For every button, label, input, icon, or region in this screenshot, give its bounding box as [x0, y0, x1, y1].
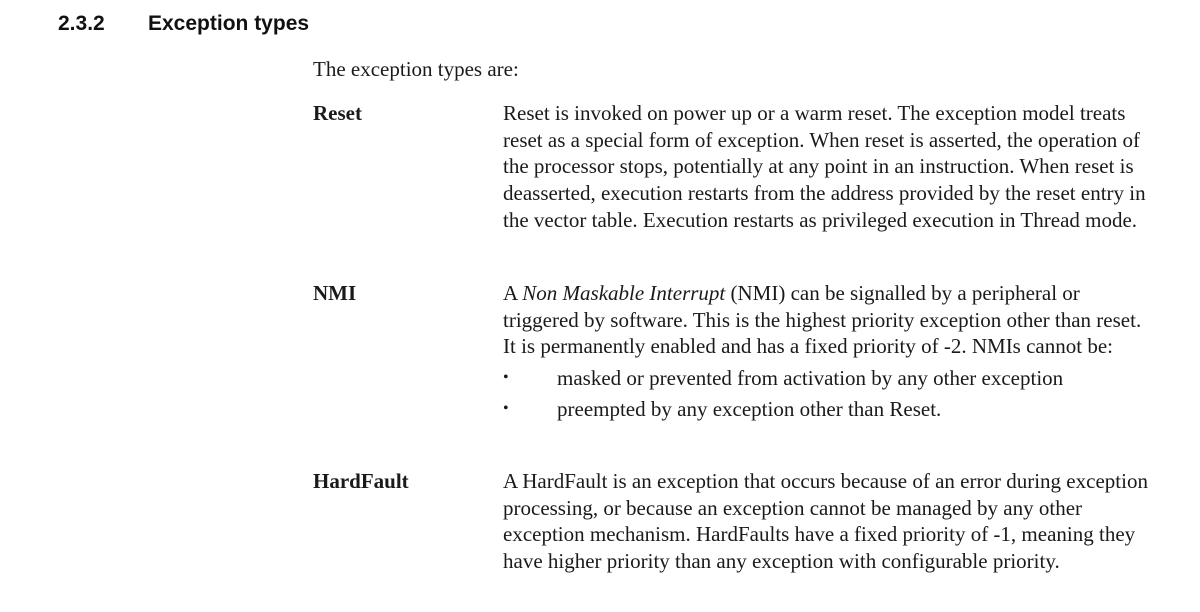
section-body — [313, 56, 1173, 574]
desc-reset — [503, 100, 1158, 234]
section-title: Exception types — [148, 12, 310, 35]
desc-reset-text: Reset is invoked on power up or a warm reset. The exception model treats reset as a special form of exception. When reset is asserted, the operation of the processor stops, potentially at any point in an instruction. When reset is deasserted, execution restarts from the address provided by the reset entry in the vector table. Execution restarts as privileged execution in Thread mode. — [503, 101, 1146, 232]
bullet-text: preempted by any exception other than Reset. — [557, 396, 942, 421]
list-item — [503, 365, 1158, 392]
entry-hardfault — [313, 468, 1158, 575]
bullet-text: masked or prevented from activation by any other exception — [557, 366, 1064, 391]
section-number: 2.3.2 — [58, 12, 105, 35]
section-heading — [58, 9, 309, 39]
desc-nmi-post: (NMI) can be signalled by a peripheral or triggered by software. This is the highest priority exception other than reset. It is permanently enabled and has a fixed priority of -2. NMIs cannot be: — [503, 281, 1142, 359]
desc-nmi — [503, 280, 1158, 427]
desc-nmi-pre: A — [503, 281, 523, 305]
bullet-icon: • — [503, 399, 509, 417]
desc-hardfault — [503, 468, 1158, 575]
term-hardfault: HardFault — [313, 469, 409, 493]
term-nmi: NMI — [313, 281, 357, 305]
intro-text: The exception types are: — [313, 57, 519, 81]
desc-nmi-text — [503, 280, 1158, 360]
nmi-bullet-list — [503, 365, 1158, 422]
entry-reset — [313, 100, 1158, 234]
desc-hardfault-text: A HardFault is an exception that occurs because of an error during exception processing, or because an exception cannot be managed by any other exception mechanism. HardFaults have a fixed priority of -1, meaning they have higher priority than any exception with configurable priority. — [503, 469, 1148, 574]
entry-nmi — [313, 280, 1158, 427]
term-reset: Reset — [313, 101, 362, 125]
list-item — [503, 396, 1158, 423]
desc-nmi-emphasis: Non Maskable Interrupt — [522, 281, 726, 305]
bullet-icon: • — [503, 369, 509, 387]
